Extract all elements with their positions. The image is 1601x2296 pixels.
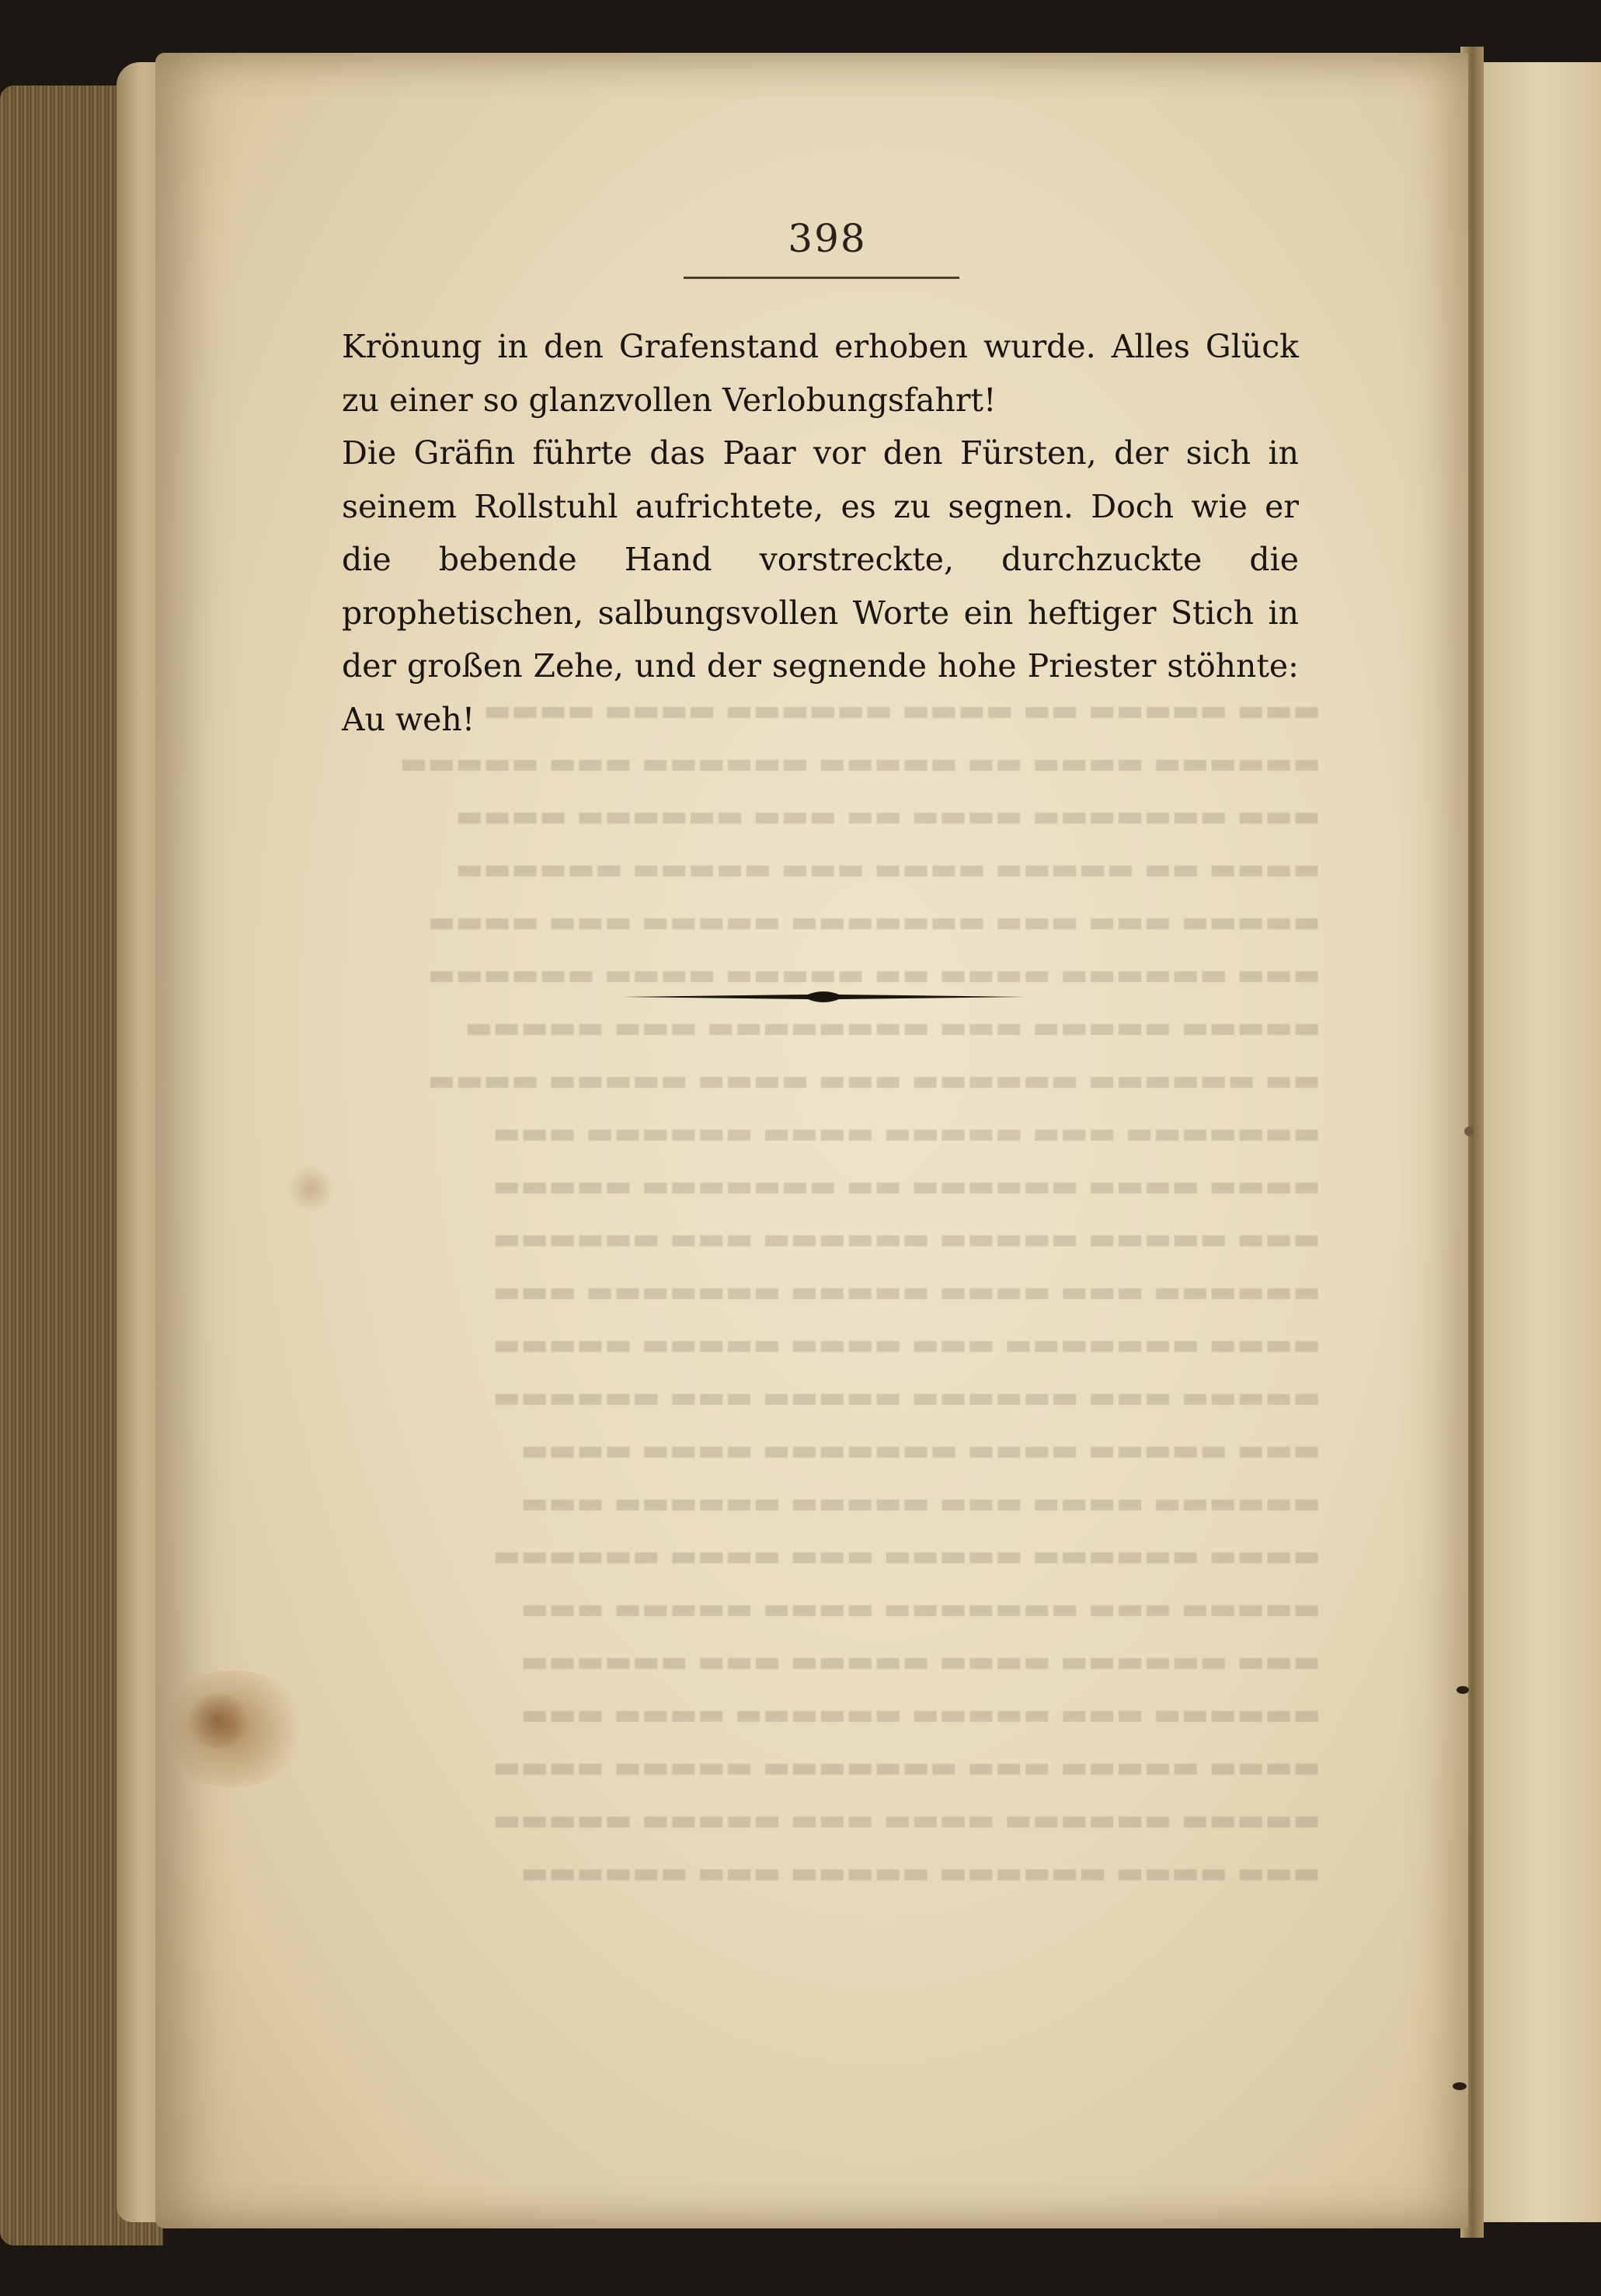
ink-speck-icon [1457,1686,1469,1694]
header-rule [684,277,959,279]
facing-page [1480,62,1601,2222]
ink-speck-icon [1464,1127,1474,1136]
paragraph: Die Gräfin führte das Paar vor den Fürsten, der sich in seinem Rollstuhl aufrichtete, es zu segnen. Doch wie er die bebende Hand vorstreckte, durchzuckte die prophetischen, salbungsvollen Worte ein heftiger Stich in der großen Zehe, und der segnende hohe Priester stöhnte: Au weh! [342,434,1299,738]
ink-speck-icon [1453,2082,1467,2090]
body-text [342,320,1299,746]
foxing-stain-icon [183,1694,252,1748]
page-number: 398 [788,216,867,261]
end-ornament-icon [621,985,1025,1009]
show-through-text: ▬▬▬ ▬▬▬▬▬ ▬▬ ▬▬▬▬ ▬▬▬▬▬▬ ▬▬▬▬ ▬▬▬▬ ▬▬▬▬▬▬ ▬▬▬▬ ▬▬ ▬▬▬▬▬ ▬▬▬▬▬▬ ▬▬▬ ▬▬▬▬▬ ▬▬▬ ▬▬▬▬▬▬▬ ▬▬▬▬ ▬▬ ▬▬▬ ▬▬▬▬▬▬ ▬▬▬▬ ▬▬▬▬ ▬▬ ▬▬▬▬▬ ▬▬▬▬ ▬▬▬ ▬▬▬▬▬ ▬▬▬▬▬▬ ▬▬▬▬▬ ▬▬▬ ▬▬▬ ▬▬▬▬▬▬▬ ▬▬▬▬▬ ▬▬▬ ▬▬▬▬ ▬▬▬ ▬▬▬▬▬▬ ▬▬▬▬ ▬▬ ▬▬▬▬▬ ▬▬▬▬ ▬▬▬▬▬▬ ▬▬▬▬▬ ▬▬▬▬▬ ▬▬▬ ▬▬▬▬▬▬▬▬ ▬▬▬ ▬▬▬▬▬ ▬▬ ▬▬▬▬▬▬ ▬▬▬▬▬▬ ▬▬▬ ▬▬▬▬ ▬▬▬▬▬ ▬▬▬▬ ▬▬▬▬▬▬▬ ▬▬▬ ▬▬▬▬▬ ▬▬▬▬ ▬▬▬▬▬▬ ▬▬▬ ▬▬▬▬ ▬▬▬▬ ▬▬▬▬▬▬ ▬▬ ▬▬▬▬▬▬▬ ▬▬▬▬▬ ▬▬▬ ▬▬▬▬▬ ▬▬▬▬▬ ▬▬▬▬▬▬ ▬▬▬ ▬▬▬▬▬▬ ▬▬▬▬▬▬ ▬▬▬ ▬▬▬▬ ▬▬▬▬▬ ▬▬▬▬▬▬▬ ▬▬▬ ▬▬▬▬ ▬▬▬▬▬▬▬ ▬▬▬ ▬▬▬▬ ▬▬▬▬▬ ▬▬▬▬▬ ▬▬▬▬▬ ▬▬▬ ▬▬▬▬▬▬ ▬▬▬▬▬ ▬▬▬ ▬▬▬▬▬▬ ▬▬▬ ▬▬▬▬▬ ▬▬▬▬ ▬▬▬▬▬▬▬ ▬▬▬▬ ▬▬▬▬ ▬▬▬▬▬▬ ▬▬▬▬ ▬▬▬ ▬▬▬▬▬ ▬▬▬▬▬▬ ▬▬▬ ▬▬▬▬ ▬▬▬▬▬▬ ▬▬▬▬▬ ▬▬▬ ▬▬▬▬ ▬▬▬▬▬▬ ▬▬▬▬▬ ▬▬▬ ▬▬▬▬▬▬▬ ▬▬▬▬ ▬▬▬▬▬ ▬▬▬ ▬▬▬ ▬▬▬▬▬▬ ▬▬▬▬ ▬▬▬▬▬ ▬▬▬ ▬▬▬▬▬▬ ▬▬▬▬▬▬ ▬▬▬ ▬▬▬▬▬ ▬▬▬▬▬▬ ▬▬▬▬ ▬▬▬ ▬▬▬▬ ▬▬▬▬▬ ▬▬▬ ▬▬▬▬▬▬▬ ▬▬▬▬▬ ▬▬▬▬ ▬▬▬▬▬ ▬▬▬▬▬▬ ▬▬▬▬ ▬▬▬ ▬▬▬▬▬ ▬▬▬▬▬ ▬▬▬ ▬▬▬▬ ▬▬▬▬▬▬ ▬▬▬▬▬ ▬▬▬ ▬▬▬▬▬▬ [399,693,1321,1890]
foxing-stain-icon [287,1165,334,1212]
paragraph: Krönung in den Grafenstand erhoben wurde. Alles Glück zu einer so glanzvollen Verlobungsfahrt! [342,328,1299,419]
